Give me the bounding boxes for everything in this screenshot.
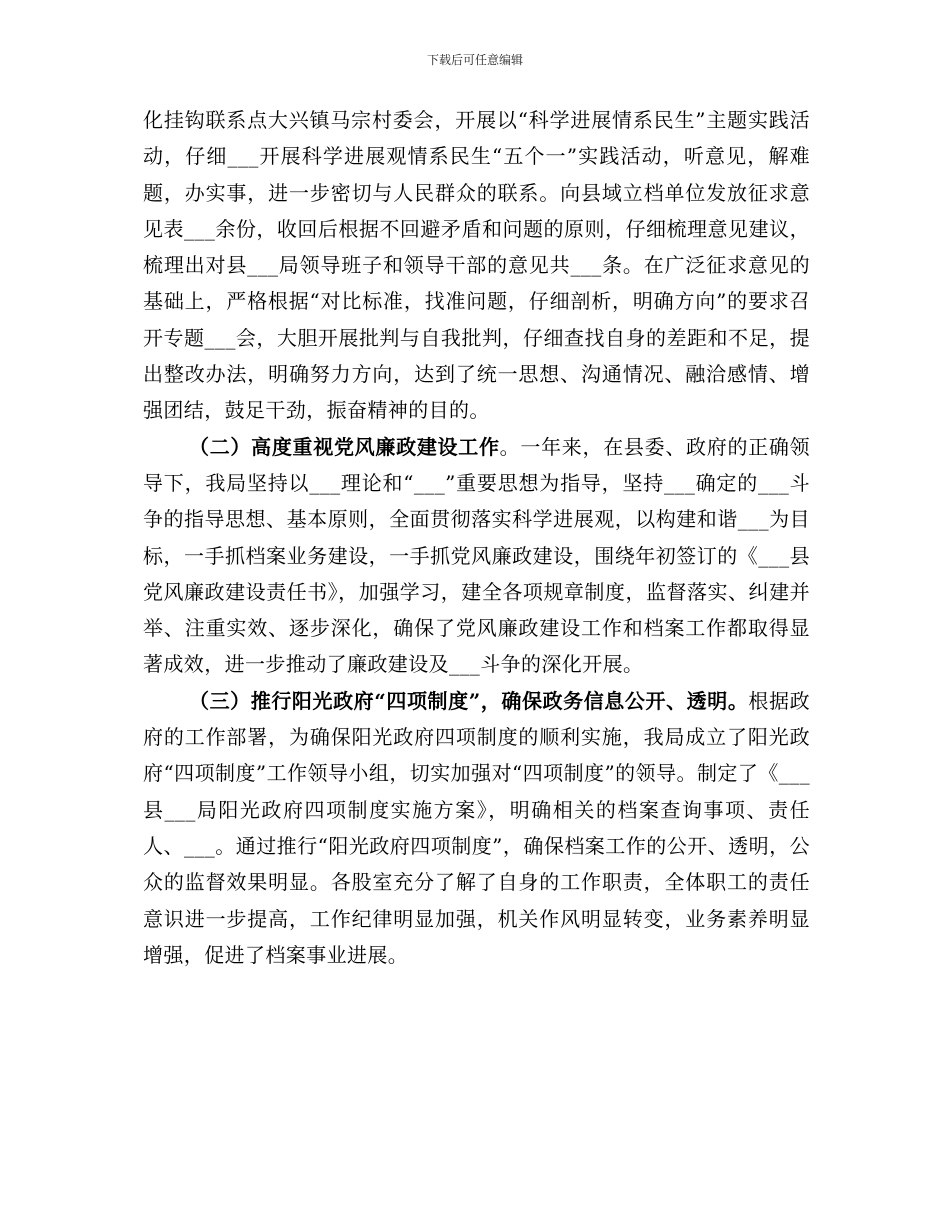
document-body: [143, 102, 810, 973]
paragraph-party-conduct: [143, 429, 810, 683]
section-heading-party-conduct: （二）高度重视党风廉政建设工作: [189, 434, 500, 459]
paragraph-sunshine-government: [143, 683, 810, 973]
paragraph-continuation: [143, 102, 810, 429]
paragraph-text: 根据政府的工作部署，为确保阳光政府四项制度的顺利实施，我局成立了阳光政府“四项制度”工作领导小组，切实加强对“四项制度”的领导。制定了《___县___局阳光政府四项制度实施方案》，明确相关的档案查询事项、责任人、___。通过推行“阳光政府四项制度”，确保档案工作的公开、透明，公众的监督效果明显。各股室充分了解了自身的工作职责，全体职工的责任意识进一步提高，工作纪律明显加强，机关作风明显转变，业务素养明显增强，促进了档案事业进展。: [143, 688, 810, 967]
section-heading-sunshine-government: （三）推行阳光政府“四项制度”，确保政务信息公开、透明。: [189, 688, 749, 713]
paragraph-text: 。一年来，在县委、政府的正确领导下，我局坚持以___理论和“___”重要思想为指导，坚持___确定的___斗争的指导思想、基本原则，全面贯彻落实科学进展观，以构建和谐___为目标，一手抓档案业务建设，一手抓党风廉政建设，围绕年初签订的《___县党风廉政建设责任书》，加强学习，建全各项规章制度，监督落实、纠建并举、注重实效、逐步深化，确保了党风廉政建设工作和档案工作都取得显著成效，进一步推动了廉政建设及___斗争的深化开展。: [143, 434, 811, 677]
page-header: 下载后可任意编辑: [426, 53, 523, 67]
paragraph-text: 化挂钩联系点大兴镇马宗村委会，开展以“科学进展情系民生”主题实践活动，仔细___开展科学进展观情系民生“五个一”实践活动，听意见，解难题，办实事，进一步密切与人民群众的联系。向县域立档单位发放征求意见表___余份，收回后根据不回避矛盾和问题的原则，仔细梳理意见建议，梳理出对县___局领导班子和领导干部的意见共___条。在广泛征求意见的基础上，严格根据“对比标准，找准问题，仔细剖析，明确方向”的要求召开专题___会，大胆开展批判与自我批判，仔细查找自身的差距和不足，提出整改办法，明确努力方向，达到了统一思想、沟通情况、融洽感情、增强团结，鼓足干劲，振奋精神的目的。: [143, 108, 810, 423]
